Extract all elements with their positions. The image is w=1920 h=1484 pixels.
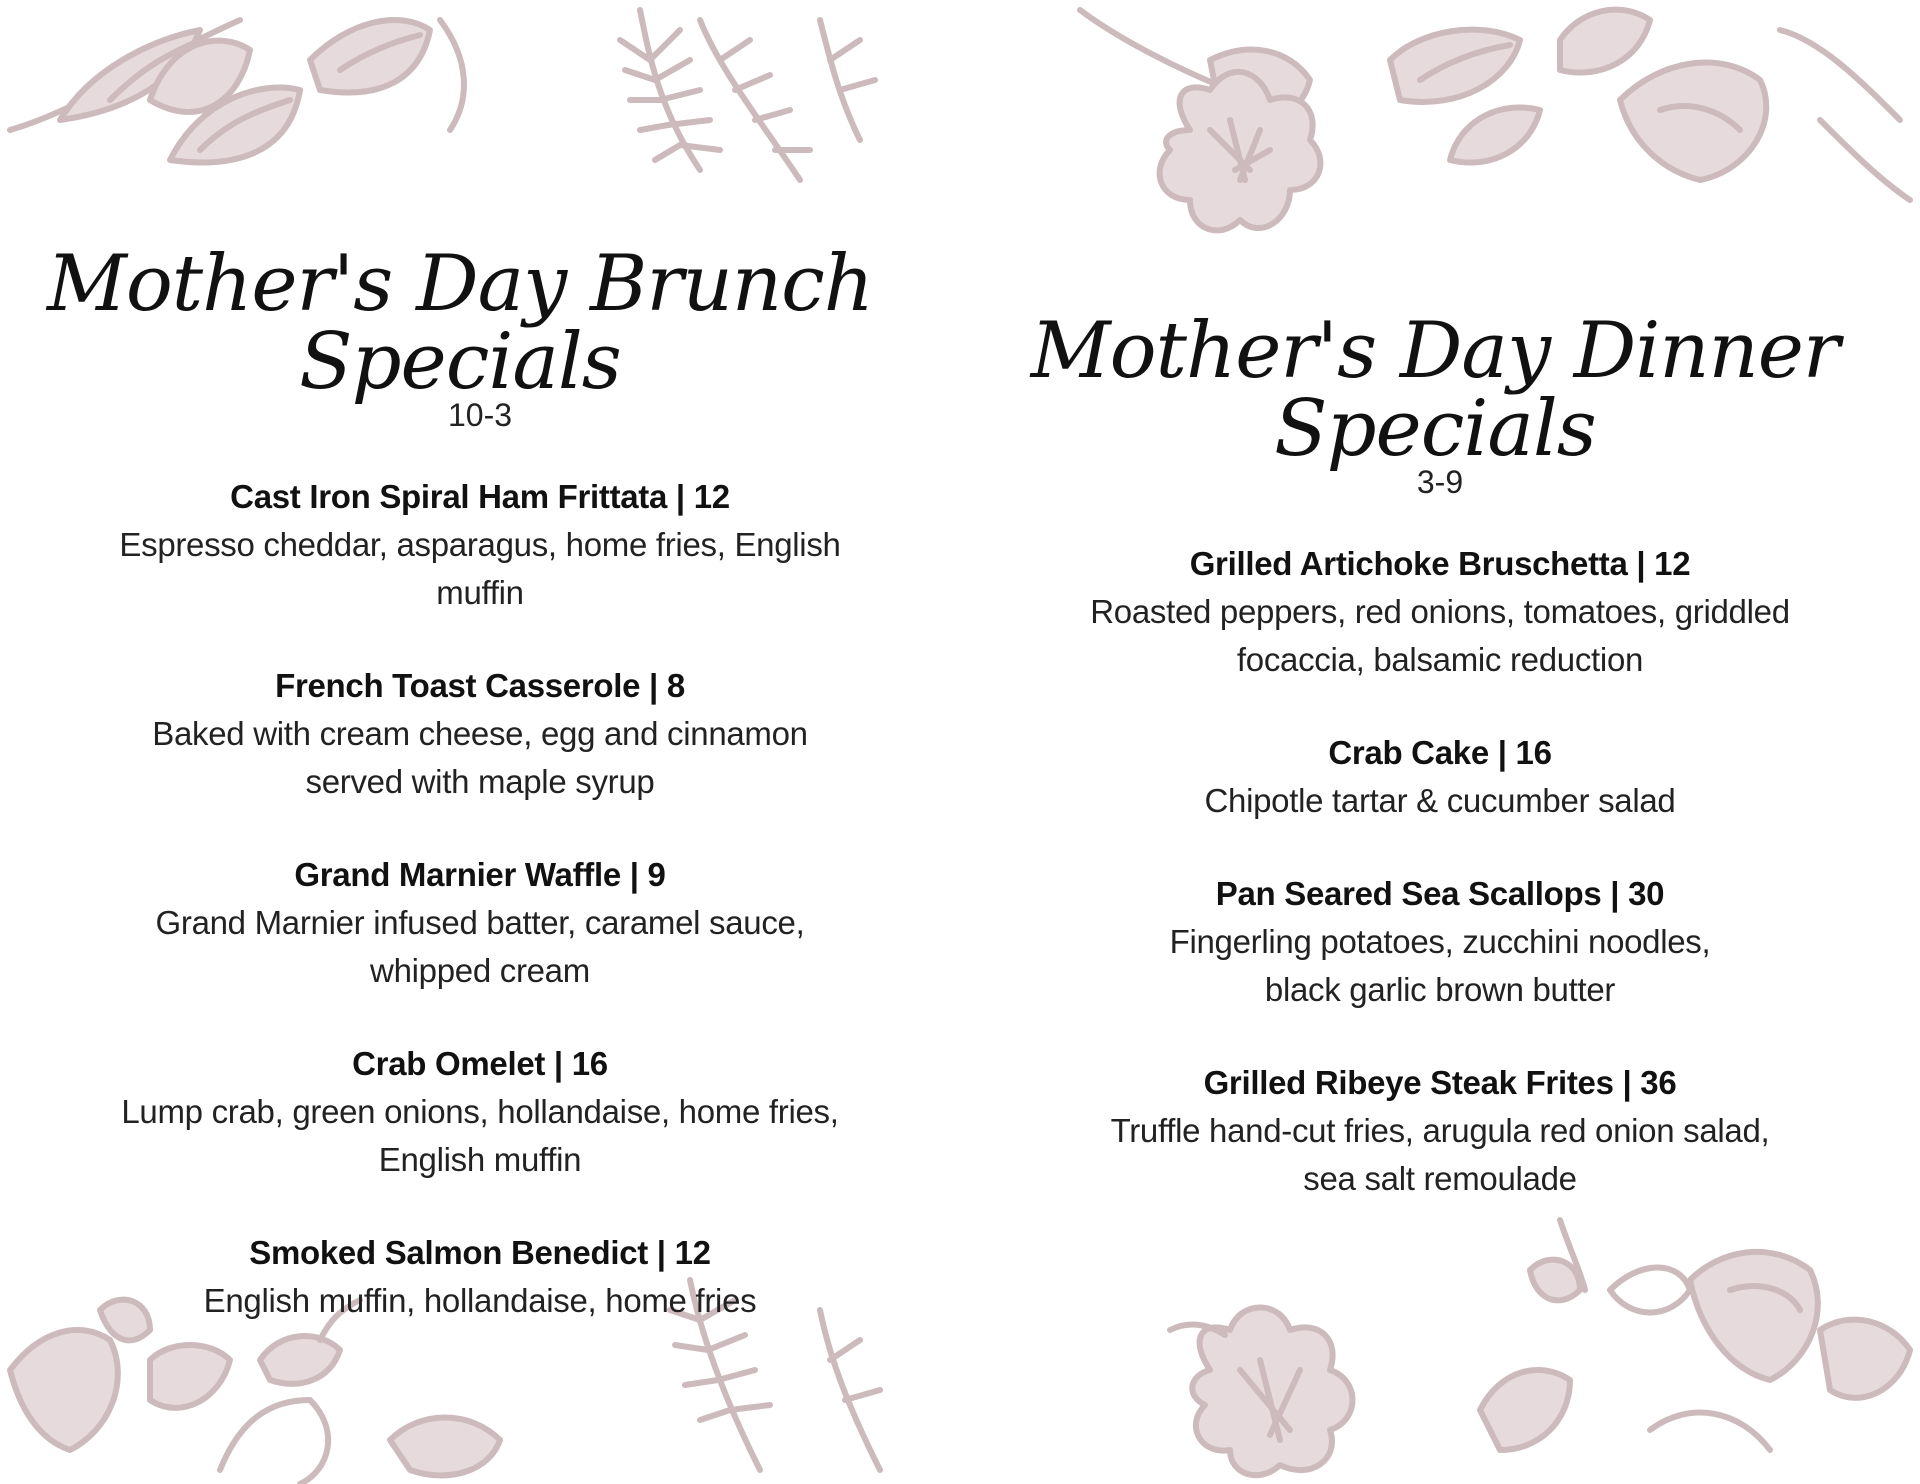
menu-item-description: Chipotle tartar & cucumber salad	[1204, 782, 1676, 819]
menu-item	[0, 1229, 960, 1325]
menu-item-name: Grilled Ribeye Steak Frites | 36	[1203, 1064, 1677, 1101]
menu-item-description: English muffin, hollandaise, home fries	[203, 1282, 757, 1319]
menu-item-description: sea salt remoulade	[1303, 1160, 1577, 1197]
menu-item	[960, 1059, 1920, 1203]
menu-item-description: Espresso cheddar, asparagus, home fries, English	[119, 526, 841, 563]
dinner-title: Mother's Day Dinner Specials	[1030, 306, 1840, 474]
brunch-menu-panel	[0, 0, 960, 1325]
brunch-title: Mother's Day Brunch Specials	[46, 239, 873, 407]
menu-item-description: focaccia, balsamic reduction	[1236, 641, 1644, 678]
menu-item-name: Pan Seared Sea Scallops | 30	[1215, 875, 1665, 912]
menu-item-description: Roasted peppers, red onions, tomatoes, griddled	[1090, 593, 1790, 630]
menu-item-name: Crab Omelet | 16	[352, 1045, 608, 1082]
menu-item-description: English muffin	[378, 1141, 582, 1178]
dinner-menu-panel	[960, 0, 1920, 1203]
menu-item	[960, 729, 1920, 825]
menu-item-name: French Toast Casserole | 8	[275, 667, 685, 704]
menu-item	[960, 870, 1920, 1014]
menu-item-description: Truffle hand-cut fries, arugula red onion salad,	[1110, 1112, 1770, 1149]
menu-item-description: black garlic brown butter	[1264, 971, 1616, 1008]
menu-item-description: served with maple syrup	[305, 763, 655, 800]
menu-item-description: Lump crab, green onions, hollandaise, home fries,	[121, 1093, 839, 1130]
menu-item-description: muffin	[436, 574, 524, 611]
menu-item-description: whipped cream	[370, 952, 590, 989]
menu-item-description: Grand Marnier infused batter, caramel sauce,	[155, 904, 805, 941]
menu-item-name: Smoked Salmon Benedict | 12	[249, 1234, 711, 1271]
menu-item-name: Grilled Artichoke Bruschetta | 12	[1189, 545, 1691, 582]
menu-item-description: Fingerling potatoes, zucchini noodles,	[1169, 923, 1711, 960]
menu-item-name: Cast Iron Spiral Ham Frittata | 12	[230, 478, 730, 515]
menu-item	[0, 1040, 960, 1184]
menu-item	[0, 851, 960, 995]
menu-item-name: Grand Marnier Waffle | 9	[294, 856, 666, 893]
menu-item-name: Crab Cake | 16	[1328, 734, 1552, 771]
menu-item	[0, 662, 960, 806]
brunch-hours: 10-3	[447, 397, 513, 433]
dinner-hours: 3-9	[1416, 464, 1464, 500]
menu-item	[0, 473, 960, 617]
menu-item-description: Baked with cream cheese, egg and cinnamon	[152, 715, 808, 752]
floral-bottom-right-illustration	[1130, 1210, 1920, 1484]
menu-item	[960, 540, 1920, 684]
